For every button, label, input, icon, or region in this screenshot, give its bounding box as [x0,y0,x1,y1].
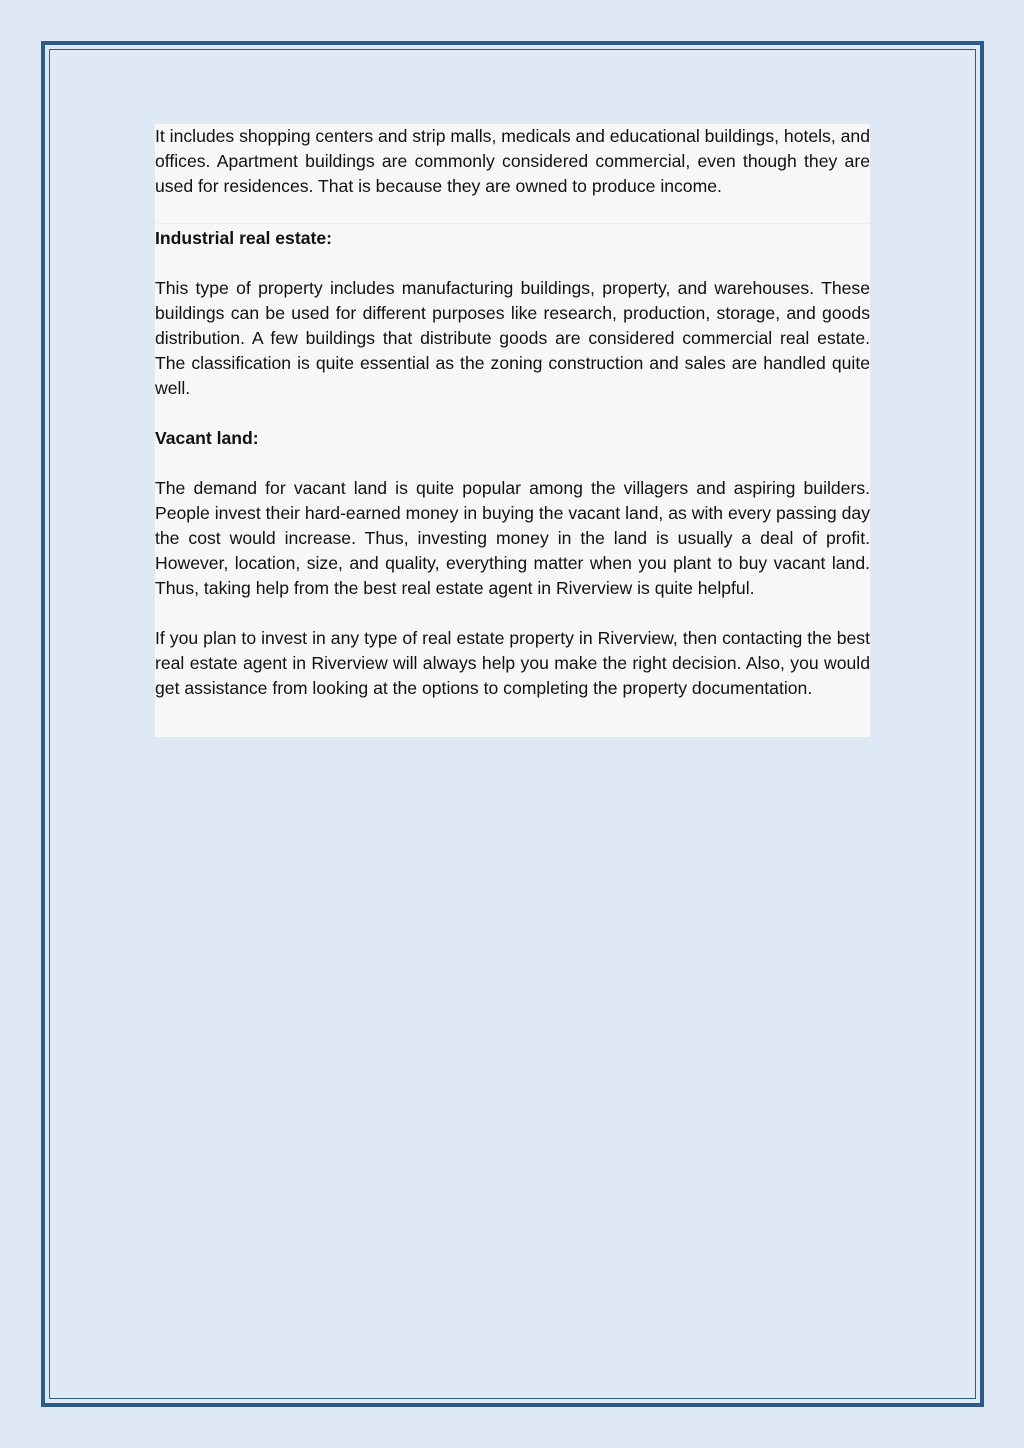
industrial-heading: Industrial real estate: [155,228,332,248]
intro-paragraph: It includes shopping centers and strip malls, medicals and educational buildings, hotels, and offices. Apartment buildings are commonly considered commercial, even though they are used for residences. That is because they are owned to produce income. [155,126,870,196]
vacant-land-heading: Vacant land: [155,428,259,448]
industrial-paragraph: This type of property includes manufacturing buildings, property, and warehouses. These buildings can be used for different purposes like research, production, storage, and goods distribution. A few buildings that distribute goods are considered commercial real estate. The classification is quite essential as the zoning construction and sales are handled quite well. [155,278,870,398]
closing-paragraph: If you plan to invest in any type of real estate property in Riverview, then contacting the best real estate agent in Riverview will always help you make the right decision. Also, you would get assistance from looking at the options to completing the property documentation. [155,628,870,698]
intro-block [155,124,870,224]
vacant-land-paragraph: The demand for vacant land is quite popular among the villagers and aspiring builders. People invest their hard-earned money in buying the vacant land, as with every passing day the cost would increase. Thus, investing money in the land is usually a deal of profit. However, location, size, and quality, everything matter when you plant to buy vacant land. Thus, taking help from the best real estate agent in Riverview is quite helpful. [155,478,870,598]
document-body [155,124,870,737]
main-block [155,224,870,737]
